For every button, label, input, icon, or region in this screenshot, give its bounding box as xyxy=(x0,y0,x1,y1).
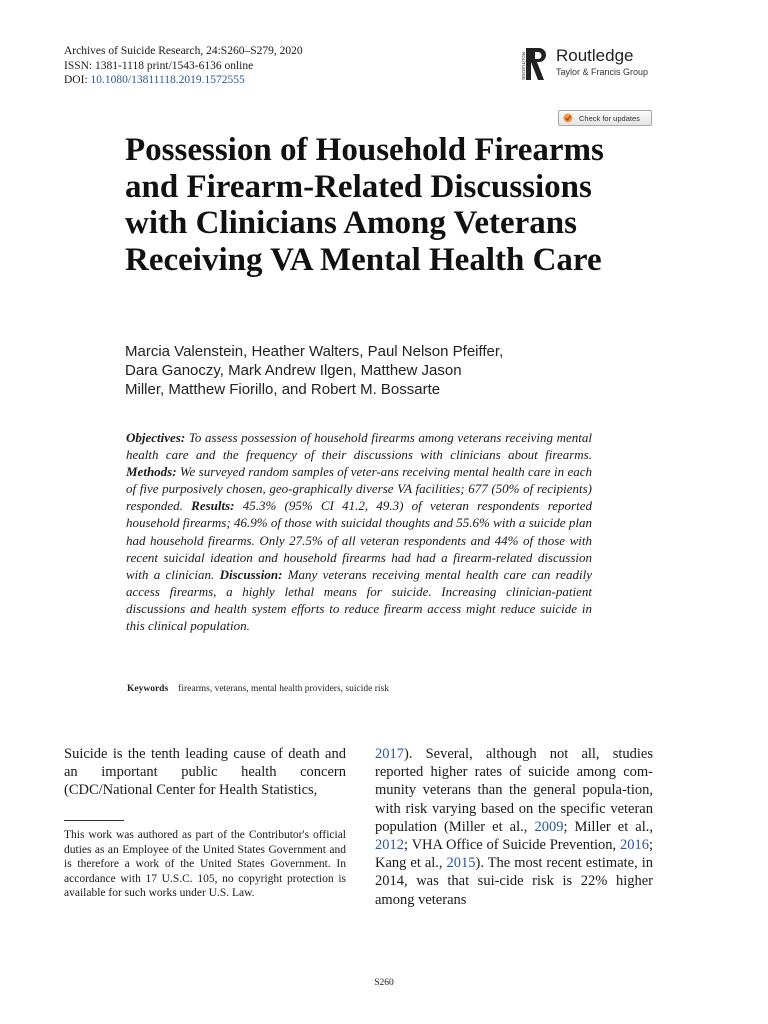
author-line: Dara Ganoczy, Mark Andrew Ilgen, Matthew Jason xyxy=(125,362,462,379)
check-for-updates-label: Check for updates xyxy=(579,113,640,123)
journal-issn: ISSN: 1381-1118 print/1543-6136 online xyxy=(64,59,254,72)
publisher-subtitle: Taylor & Francis Group xyxy=(556,67,649,77)
citation-link[interactable]: 2012 xyxy=(375,837,404,854)
methods-label: Methods: xyxy=(126,464,177,480)
methods-text: We surveyed random samples of veter-ans receiving mental health care in each of five purposively chosen, geo-graphically diverse VA facilities; 677 (50% of recipients) responded. xyxy=(126,464,592,514)
logo-vertical-text: ROUTLEDGE xyxy=(521,52,526,81)
crossmark-icon xyxy=(563,113,573,123)
results-text: 45.3% (95% CI 41.2, 49.3) of veteran respondents reported household firearms; 46.9% of those with suicidal thoughts and 55.6% with a suicide plan had household firearms. Only 27.5% of all veteran respondents and 44% of those with recent suicidal ideation and household firearms had had a firearm-related discussion with a clinician. xyxy=(126,498,592,582)
journal-info xyxy=(64,44,303,88)
abstract xyxy=(126,429,592,634)
body-text-fragment: ; VHA Office of Suicide Prevention, xyxy=(404,837,620,854)
body-text-right xyxy=(375,745,653,909)
doi-link[interactable]: 10.1080/13811118.2019.1572555 xyxy=(90,74,245,86)
body-text-left: Suicide is the tenth leading cause of death and an important public health concern (CDC/National Center for Health Statistics, xyxy=(64,746,346,799)
article-title: Possession of Household Firearms and Firearm-Related Discussions with Clinicians Among Veterans Receiving VA Mental Health Care xyxy=(125,132,604,278)
journal-doi xyxy=(64,73,303,88)
routledge-logo-icon xyxy=(518,46,548,82)
author-list xyxy=(125,342,625,399)
body-text-fragment: ; Kang et al., xyxy=(375,837,653,872)
publisher-logo[interactable] xyxy=(518,46,648,82)
discussion-label: Discussion: xyxy=(219,566,283,582)
publisher-name: Routledge xyxy=(556,46,634,65)
journal-citation: Archives of Suicide Research, 24:S260–S279, 2020 xyxy=(64,45,303,57)
keywords-label: Keywords xyxy=(127,684,169,694)
citation-link[interactable]: 2017 xyxy=(375,746,404,762)
doi-label: DOI: xyxy=(64,74,91,86)
citation-link[interactable]: 2015 xyxy=(446,855,476,872)
keywords xyxy=(127,684,389,694)
author-line: Marcia Valenstein, Heather Walters, Paul Nelson Pfeiffer, xyxy=(125,343,504,360)
citation-link[interactable]: 2016 xyxy=(619,837,649,854)
discussion-text: Many veterans receiving mental health care can readily access firearms, a highly lethal means for suicide. Increasing clinician-patient discussions and health system efforts to reduce firearm access might reduce suicide in this clinical population. xyxy=(126,566,592,634)
body-text-fragment: ). The most recent estimate, in 2014, was that sui-cide risk is 22% higher among veterans xyxy=(375,855,653,908)
copyright-footnote: This work was authored as part of the Contributor's official duties as an Employee of the United States Government and is therefore a work of the United States Government. In accordance with 17 U.S.C. 105, no copyright protection is available for such works under U.S. Law. xyxy=(64,829,346,900)
footnote-divider xyxy=(64,820,124,821)
results-label: Results: xyxy=(191,498,235,514)
objectives-label: Objectives: xyxy=(126,430,186,445)
body-text-fragment: ). Several, although not all, studies reported higher rates of suicide among com-munity veterans than the general popula-tion, with risk varying based on the specific veteran population (Miller et al., xyxy=(375,746,653,835)
citation-link[interactable]: 2009 xyxy=(534,818,564,835)
keywords-value: firearms, veterans, mental health providers, suicide risk xyxy=(178,684,389,694)
objectives-text: To assess possession of household firearms among veterans receiving mental health care and the frequency of their discussions with clinicians about firearms. xyxy=(126,430,592,463)
page-number: S260 xyxy=(374,978,394,988)
check-for-updates-button[interactable] xyxy=(558,110,652,126)
body-text-fragment: ; Miller et al., xyxy=(563,818,654,835)
author-line: Miller, Matthew Fiorillo, and Robert M. Bossarte xyxy=(125,381,441,398)
